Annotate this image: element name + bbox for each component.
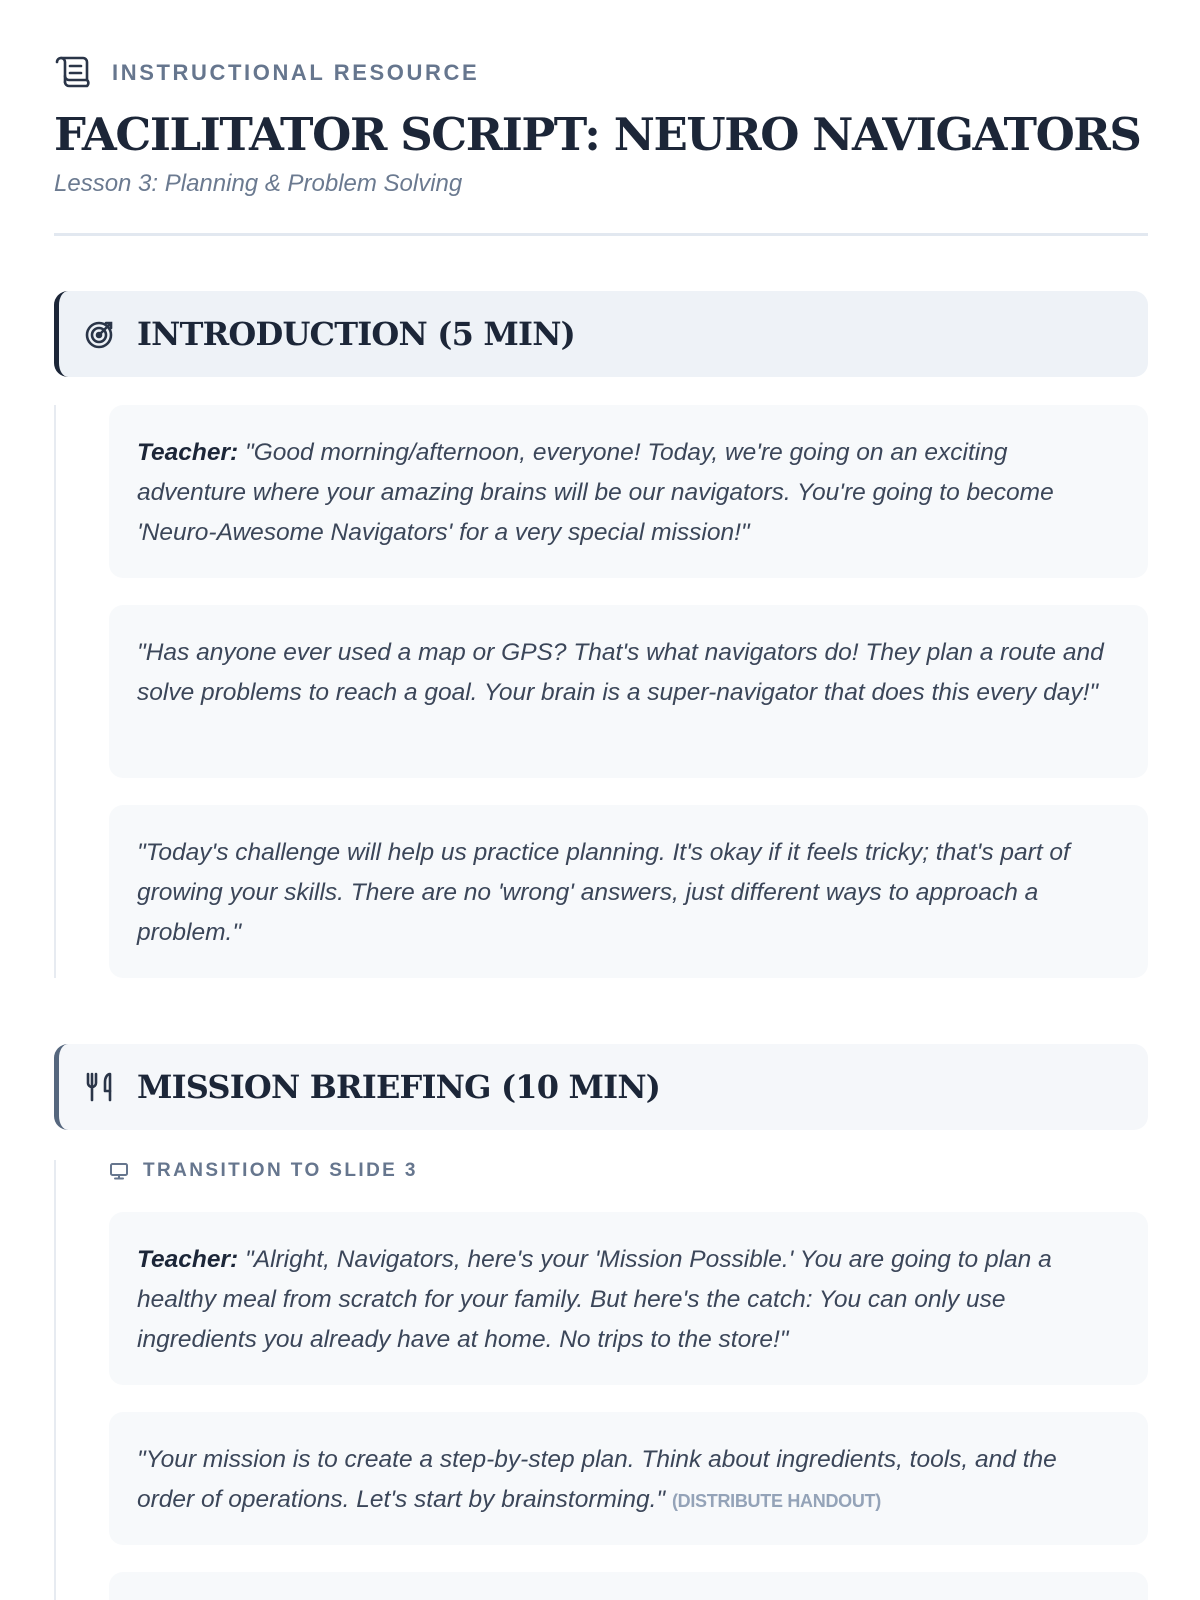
speaker-label: Teacher: <box>137 439 239 466</box>
section-rail <box>54 405 56 978</box>
section-header-mission-briefing <box>54 1044 1148 1130</box>
slide-transition-note <box>109 1157 418 1185</box>
speaker-label: Teacher: <box>137 1246 239 1273</box>
eyebrow-label: INSTRUCTIONAL RESOURCE <box>112 60 480 85</box>
section-rail <box>54 1160 56 1600</box>
script-text: "Your mission is to create a step-by-step plan. Think about ingredients, tools, and the order of operations. Let's start by brainstorming." <box>137 1446 1057 1513</box>
section-title: MISSION BRIEFING (10 MIN) <box>137 1068 661 1106</box>
script-text: "Today's challenge will help us practice planning. It's okay if it feels tricky; that's part of growing your skills. There are no 'wrong' answers, just different ways to approach a problem." <box>137 839 1070 946</box>
page-title: FACILITATOR SCRIPT: NEURO NAVIGATORS <box>54 108 1141 161</box>
utensils-icon <box>83 1070 117 1104</box>
section-header-introduction <box>54 291 1148 377</box>
monitor-icon <box>109 1160 131 1182</box>
page-subtitle: Lesson 3: Planning & Problem Solving <box>54 170 463 197</box>
stage-direction: (DISTRIBUTE HANDOUT) <box>671 1491 881 1511</box>
target-icon <box>83 317 117 351</box>
scroll-icon <box>54 56 94 90</box>
script-paragraph <box>109 605 1148 778</box>
script-text: "Good morning/afternoon, everyone! Today, we're going on an exciting adventure where your amazing brains will be our navigators. You're going to become 'Neuro-Awesome Navigators' for a very special mission!" <box>137 439 1054 546</box>
script-text: "Has anyone ever used a map or GPS? That's what navigators do! They plan a route and solve problems to reach a goal. Your brain is a super-navigator that does this every day!" <box>137 639 1104 706</box>
script-paragraph <box>109 805 1148 978</box>
script-text: "Alright, Navigators, here's your 'Mission Possible.' You are going to plan a healthy meal from scratch for your family. But here's the catch: You can only use ingredients you already have at home. No trips to the store!" <box>137 1246 1052 1353</box>
script-paragraph <box>109 1212 1148 1385</box>
section-title: INTRODUCTION (5 MIN) <box>137 315 576 353</box>
script-paragraph <box>109 405 1148 578</box>
transition-label: TRANSITION TO SLIDE 3 <box>143 1160 418 1181</box>
script-paragraph <box>109 1412 1148 1545</box>
header-divider <box>54 233 1148 236</box>
document-eyebrow <box>54 56 479 90</box>
script-paragraph <box>109 1572 1148 1600</box>
